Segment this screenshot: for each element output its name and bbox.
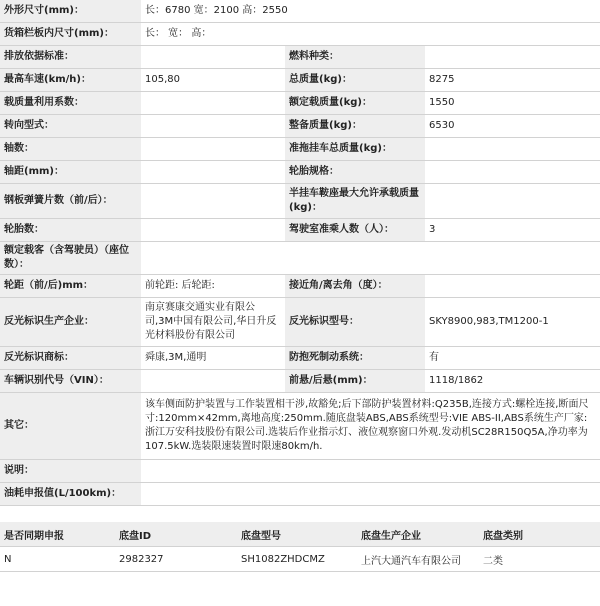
table-cell: N [0,547,115,572]
spec-value [425,46,600,69]
spec-value: 南京赛康交通实业有限公司,3M中国有限公司,华日升反光材料股份有限公司 [141,298,285,347]
section-gap [0,506,600,522]
table-row [0,275,600,298]
spec-label: 货箱栏板内尺寸(mm)： [0,23,141,46]
table-row [0,184,600,219]
table-row [0,138,600,161]
spec-label: 额定载客（含驾驶员）（座位数）： [0,242,141,275]
table-row [0,393,600,460]
table-cell: 2982327 [115,547,237,572]
table-row [0,92,600,115]
table-header-row [0,522,600,547]
spec-label: 轮胎规格： [285,161,425,184]
spec-label: 轴数： [0,138,141,161]
spec-label: 轮胎数： [0,219,141,242]
spec-label: 转向型式： [0,115,141,138]
table-row [0,370,600,393]
spec-value [141,460,600,483]
spec-value [141,161,285,184]
spec-label: 车辆识别代号（VIN）： [0,370,141,393]
spec-label: 整备质量(kg)： [285,115,425,138]
spec-label: 反光标识商标： [0,347,141,370]
spec-label: 准拖挂车总质量(kg)： [285,138,425,161]
spec-label: 前悬/后悬(mm)： [285,370,425,393]
spec-label: 轮距（前/后)mm： [0,275,141,298]
column-header: 底盘ID [115,522,237,547]
spec-label: 外形尺寸(mm)： [0,0,141,23]
table-row [0,23,600,46]
spec-value [425,184,600,219]
table-row [0,347,600,370]
spec-value: 长：6780 宽：2100 高：2550 [141,0,600,23]
spec-value [425,138,600,161]
spec-value: 1550 [425,92,600,115]
spec-value [141,138,285,161]
spec-value [141,370,285,393]
spec-label: 燃料种类： [285,46,425,69]
spec-label: 反光标识型号： [285,298,425,347]
spec-value: 该车侧面防护装置与工作装置相干涉,故豁免;后下部防护装置材料:Q235B,连接方式:螺栓连接,断面尺寸:120mm×42mm,离地高度:250mm.随底盘装ABS,ABS系统型号:VIE ABS-II,ABS系统生产厂家:浙江万安科技股份有限公司.选装后作业指示灯、液位观察窗口外观.发动机SC28R150Q5A,净功率为107.5kW.选装限速装置时限速80km/h. [141,393,600,460]
spec-label: 反光标识生产企业： [0,298,141,347]
table-row [0,69,600,92]
table-row [0,460,600,483]
spec-label: 载质量利用系数： [0,92,141,115]
spec-value: 1118/1862 [425,370,600,393]
table-cell: SH1082ZHDCMZ [237,547,357,572]
spec-value [141,92,285,115]
table-row [0,298,600,347]
table-row [0,242,600,275]
spec-value [141,219,285,242]
spec-label: 轴距(mm)： [0,161,141,184]
spec-label: 说明： [0,460,141,483]
spec-label: 半挂车鞍座最大允许承载质量(kg)： [285,184,425,219]
spec-label: 接近角/离去角（度）： [285,275,425,298]
spec-value: 前轮距: 后轮距: [141,275,285,298]
column-header: 底盘类别 [479,522,600,547]
spec-label: 油耗申报值(L/100km)： [0,483,141,506]
spec-value [141,483,600,506]
table-row [0,0,600,23]
spec-value [141,46,285,69]
column-header: 底盘生产企业 [357,522,479,547]
table-row [0,547,600,572]
spec-value: 6530 [425,115,600,138]
spec-label: 驾驶室准乘人数（人）： [285,219,425,242]
spec-value: 8275 [425,69,600,92]
spec-value: 长： 宽： 高： [141,23,600,46]
spec-label: 其它： [0,393,141,460]
table-cell: 二类 [479,547,600,572]
table-row [0,46,600,69]
spec-value: 3 [425,219,600,242]
table-row [0,115,600,138]
spec-label: 排放依据标准： [0,46,141,69]
table-row [0,483,600,506]
spec-label: 额定载质量(kg)： [285,92,425,115]
column-header: 是否同期申报 [0,522,115,547]
spec-label: 最高车速(km/h)： [0,69,141,92]
spec-label: 防抱死制动系统： [285,347,425,370]
spec-value: SKY8900,983,TM1200-1 [425,298,600,347]
spec-value: 105,80 [141,69,285,92]
column-header: 底盘型号 [237,522,357,547]
table-row [0,161,600,184]
spec-value [141,242,600,275]
spec-value [425,161,600,184]
spec-value [425,275,600,298]
spec-label: 钢板弹簧片数（前/后）： [0,184,141,219]
spec-value: 舜康,3M,通明 [141,347,285,370]
spec-label: 总质量(kg)： [285,69,425,92]
table-row [0,219,600,242]
chassis-table [0,522,600,572]
table-cell: 上汽大通汽车有限公司 [357,547,479,572]
spec-value [141,184,285,219]
spec-value [141,115,285,138]
spec-value: 有 [425,347,600,370]
